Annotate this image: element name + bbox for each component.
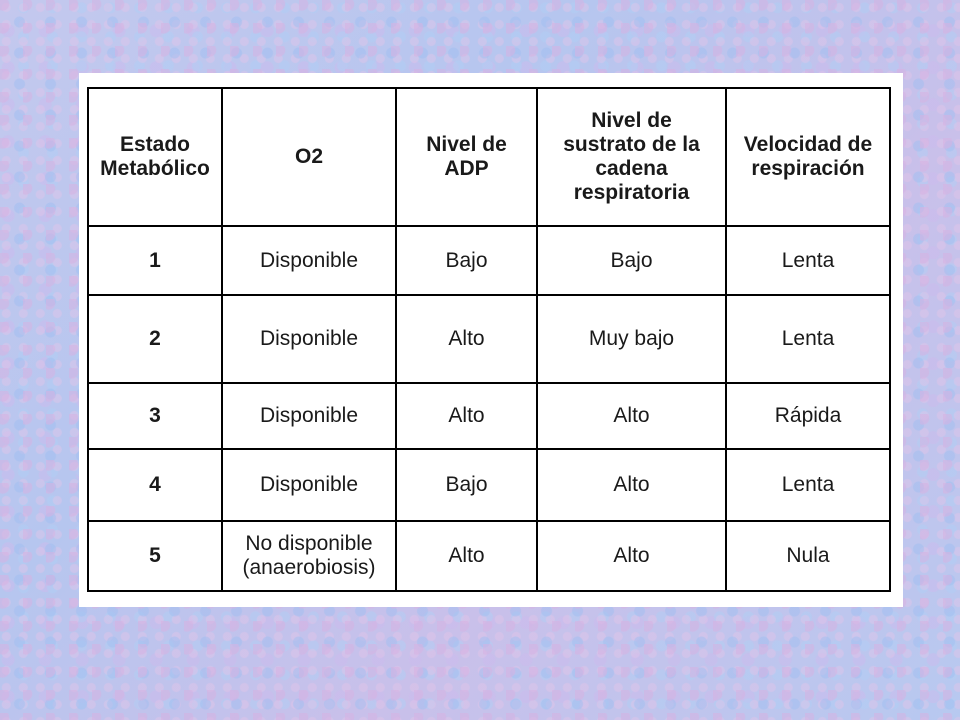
cell-estado: 3 [88, 383, 222, 449]
cell-o2 [222, 383, 396, 449]
cell-o2 [222, 226, 396, 295]
header-line: Velocidad de [743, 133, 873, 156]
header-line: sustrato de la [563, 133, 700, 156]
cell-o2 [222, 521, 396, 591]
header-line: Metabólico [100, 157, 210, 180]
cell-o2-line: (anaerobiosis) [242, 556, 376, 579]
cell-o2-line: Disponible [259, 473, 359, 496]
cell-o2-line: Disponible [259, 404, 359, 427]
cell-estado: 2 [88, 295, 222, 383]
header-velocidad-respiracion [726, 88, 890, 226]
cell-o2-line: Disponible [259, 327, 359, 350]
cell-velocidad: Lenta [726, 295, 890, 383]
header-line: Nivel de [426, 133, 507, 156]
table-row [88, 383, 890, 449]
cell-o2 [222, 449, 396, 521]
table-panel [79, 73, 903, 607]
cell-adp: Alto [396, 295, 537, 383]
cell-velocidad: Rápida [726, 383, 890, 449]
header-estado-metabolico [88, 88, 222, 226]
table-row [88, 449, 890, 521]
table-row [88, 295, 890, 383]
cell-o2-line: No disponible [245, 532, 373, 555]
cell-velocidad: Lenta [726, 226, 890, 295]
cell-velocidad: Nula [726, 521, 890, 591]
cell-sustrato: Muy bajo [537, 295, 726, 383]
cell-o2-line: Disponible [259, 248, 359, 272]
cell-sustrato: Alto [537, 383, 726, 449]
header-row [88, 88, 890, 226]
cell-adp: Bajo [396, 226, 537, 295]
header-line: respiración [751, 157, 865, 180]
cell-sustrato: Bajo [537, 226, 726, 295]
cell-sustrato: Alto [537, 449, 726, 521]
cell-estado: 4 [88, 449, 222, 521]
cell-estado: 5 [88, 521, 222, 591]
cell-velocidad: Lenta [726, 449, 890, 521]
table-row [88, 521, 890, 591]
cell-adp: Alto [396, 521, 537, 591]
cell-sustrato: Alto [537, 521, 726, 591]
header-line: Estado [119, 133, 190, 156]
cell-adp: Bajo [396, 449, 537, 521]
header-line: cadena [595, 157, 668, 180]
header-line: ADP [444, 157, 489, 180]
header-line: respiratoria [573, 181, 690, 204]
metabolic-state-table [87, 87, 891, 592]
header-nivel-adp [396, 88, 537, 226]
cell-o2 [222, 295, 396, 383]
cell-estado: 1 [88, 226, 222, 295]
header-line: O2 [294, 145, 323, 168]
cell-adp: Alto [396, 383, 537, 449]
header-nivel-sustrato [537, 88, 726, 226]
table-row [88, 226, 890, 295]
header-line: Nivel de [591, 109, 672, 132]
header-o2 [222, 88, 396, 226]
